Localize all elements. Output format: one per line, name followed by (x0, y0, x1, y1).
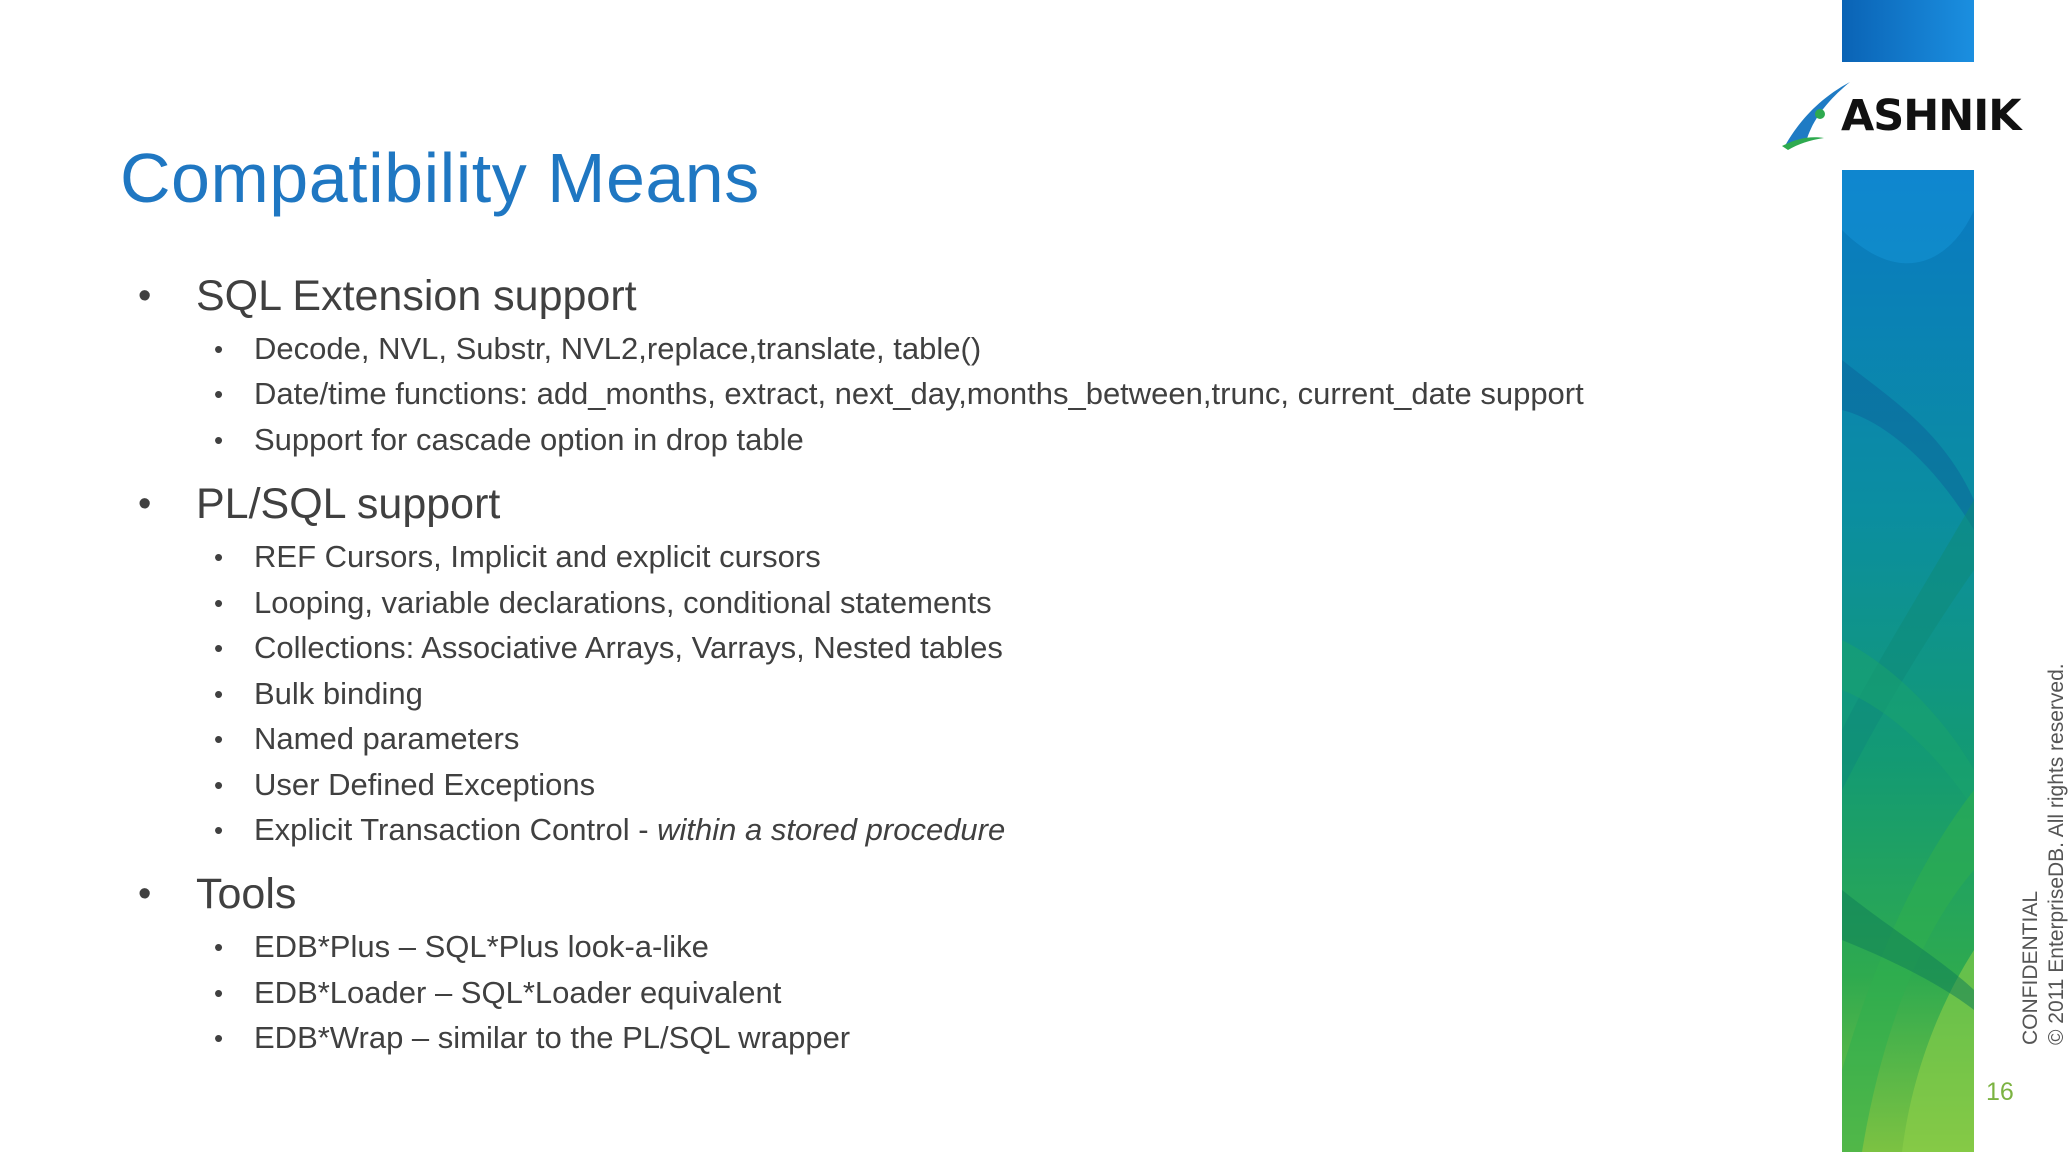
bullet-icon: • (214, 1023, 224, 1053)
bullet-icon: • (138, 483, 152, 525)
slide-title: Compatibility Means (120, 139, 760, 217)
bullet-icon: • (214, 425, 224, 455)
band-swoosh-graphic (1842, 170, 1974, 1152)
ashnik-swoosh-icon (1780, 80, 1850, 152)
bullet-icon: • (214, 815, 224, 845)
slide-content: • SQL Extension support • Decode, NVL, Substr, NVL2,replace,translate, table() • Date/time functions: add_months, extract, next_day,months_between,trunc, current_date support • Support for cascade option in drop table • PL/SQL support • REF Cursors, Implicit and explicit cursors • Looping, variable declarations, conditional statements • Collections: Associative Arrays, Varrays, Nested tables • Bulk binding • Named parameters • User Defined Exceptions • Explicit Transaction Control - within a stored procedure • Tools • EDB*Plus – SQL*Plus look-a-like • EDB*Loader – SQL*Loader equivalent • EDB*Wrap – similar to the PL/SQL wrapper (138, 272, 1584, 1055)
list-item-text: Explicit Transaction Control - (254, 812, 658, 847)
bullet-icon: • (214, 334, 224, 364)
bullet-icon: • (138, 873, 152, 915)
bullet-icon: • (214, 542, 224, 572)
bullet-icon: • (214, 724, 224, 754)
list-item-emphasis: within a stored procedure (657, 812, 1006, 847)
bullet-icon: • (214, 978, 224, 1008)
bullet-icon: • (214, 679, 224, 709)
decorative-band-top (1842, 0, 1974, 62)
confidential-label: CONFIDENTIAL (2019, 890, 2042, 1045)
bullet-icon: • (214, 379, 224, 409)
page-number: 16 (1986, 1078, 2014, 1106)
bullet-icon: • (138, 275, 152, 317)
ashnik-logo (1780, 80, 2021, 152)
copyright-label: © 2011 EnterpriseDB. All rights reserved. (2045, 663, 2068, 1045)
bullet-icon: • (214, 588, 224, 618)
bullet-icon: • (214, 770, 224, 800)
logo-text: ASHNIK (1841, 91, 2021, 141)
bullet-icon: • (214, 932, 224, 962)
decorative-band (1842, 170, 1974, 1152)
bullet-icon: • (214, 633, 224, 663)
